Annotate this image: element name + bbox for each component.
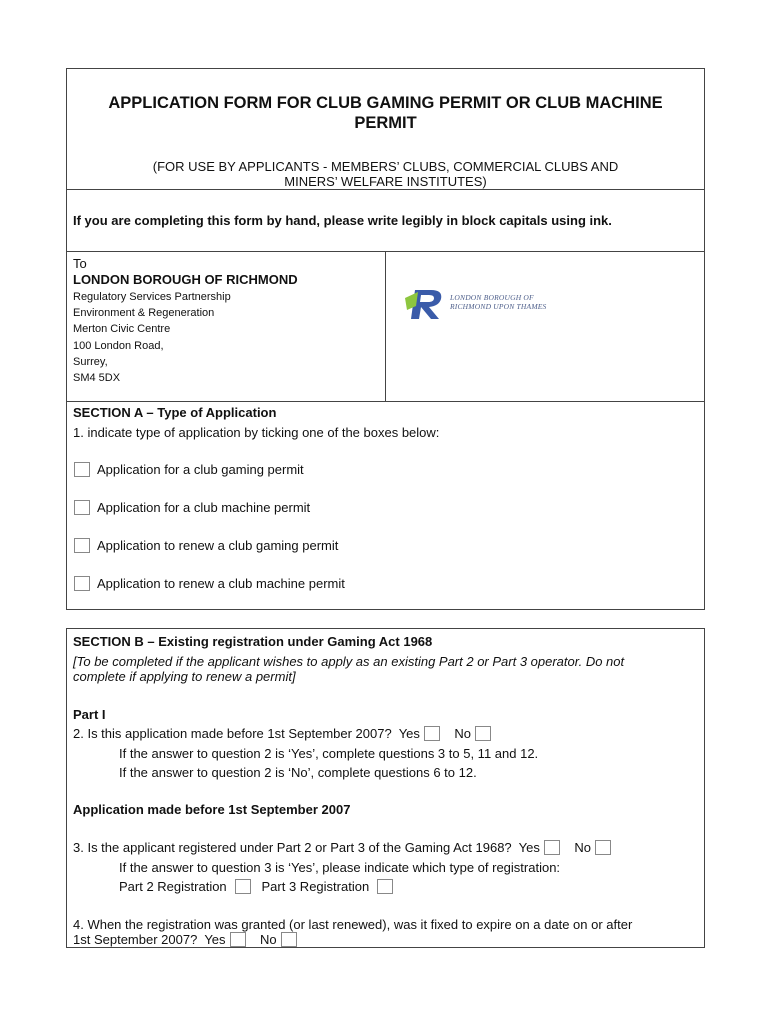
q3-no-checkbox[interactable] <box>595 840 611 855</box>
question-4-text: 1st September 2007? <box>73 932 198 947</box>
option-checkbox[interactable] <box>74 538 90 553</box>
option-checkbox[interactable] <box>74 462 90 477</box>
part2-label: Part 2 Registration <box>119 879 227 894</box>
part3-label: Part 3 Registration <box>261 879 370 894</box>
no-label: No <box>259 932 277 947</box>
address-to: To <box>73 256 87 271</box>
part3-checkbox[interactable] <box>377 879 393 894</box>
section-b-box <box>66 628 705 948</box>
subheading: Application made before 1st September 2007 <box>73 802 351 817</box>
form-subtitle: (FOR USE BY APPLICANTS - MEMBERS’ CLUBS, COMMERCIAL CLUBS AND MINERS’ WELFARE INSTITUTES) <box>152 159 619 189</box>
part-heading: Part I <box>73 707 106 722</box>
address-line: Surrey, <box>73 356 108 368</box>
q2-yes-checkbox[interactable] <box>424 726 440 741</box>
section-b-heading: SECTION B – Existing registration under Gaming Act 1968 <box>73 634 433 649</box>
address-line: 100 London Road, <box>73 340 164 352</box>
richmond-logo-mark-icon <box>405 286 449 322</box>
option-checkbox[interactable] <box>74 500 90 515</box>
address-line: Environment & Regeneration <box>73 307 215 319</box>
yes-label: Yes <box>204 932 226 947</box>
option-label: Application to renew a club machine permit <box>97 576 345 591</box>
option-checkbox[interactable] <box>74 576 90 591</box>
address-org: LONDON BOROUGH OF RICHMOND <box>73 272 298 287</box>
address-line: SM4 5DX <box>73 372 121 384</box>
no-label: No <box>454 726 471 741</box>
q3-yes-checkbox[interactable] <box>544 840 560 855</box>
q3-if-yes: If the answer to question 3 is ‘Yes’, please indicate which type of registration: <box>119 860 561 875</box>
section-b-note: [To be completed if the applicant wishes to apply as an existing Part 2 or Part 3 operator. Do not <box>73 654 625 669</box>
logo-line1: LONDON BOROUGH OF <box>450 293 534 302</box>
address-line: Regulatory Services Partnership <box>73 291 231 303</box>
registration-type <box>119 879 393 894</box>
option-label: Application for a club machine permit <box>97 500 311 515</box>
part2-checkbox[interactable] <box>235 879 251 894</box>
instruction-text: If you are completing this form by hand, please write legibly in block capitals using ink. <box>73 213 612 228</box>
divider <box>67 401 704 402</box>
no-label: No <box>574 840 591 855</box>
question-3-text: 3. Is the applicant registered under Part 2 or Part 3 of the Gaming Act 1968? <box>73 840 512 855</box>
q4-no-checkbox[interactable] <box>281 932 297 947</box>
richmond-logo <box>405 286 565 322</box>
form-main-box <box>66 68 705 610</box>
q2-if-yes: If the answer to question 2 is ‘Yes’, complete questions 3 to 5, 11 and 12. <box>119 746 539 761</box>
q2-no-checkbox[interactable] <box>475 726 491 741</box>
question-2 <box>73 726 491 741</box>
section-b-note: complete if applying to renew a permit] <box>73 669 296 684</box>
section-a-heading: SECTION A – Type of Application <box>73 405 277 420</box>
yes-label: Yes <box>518 840 540 855</box>
question-2-text: 2. Is this application made before 1st September 2007? <box>73 726 392 741</box>
question-4 <box>73 932 297 947</box>
form-title: APPLICATION FORM FOR CLUB GAMING PERMIT OR CLUB MACHINE PERMIT <box>108 94 663 132</box>
logo-line2: RICHMOND UPON THAMES <box>450 302 547 311</box>
option-label: Application to renew a club gaming permit <box>97 538 339 553</box>
q4-yes-checkbox[interactable] <box>230 932 246 947</box>
q2-if-no: If the answer to question 2 is ‘No’, complete questions 6 to 12. <box>119 765 477 780</box>
option-label: Application for a club gaming permit <box>97 462 304 477</box>
yes-label: Yes <box>398 726 420 741</box>
section-a-question: 1. indicate type of application by ticking one of the boxes below: <box>73 425 440 440</box>
question-4-line1: 4. When the registration was granted (or last renewed), was it fixed to expire on a date on or after <box>73 917 633 932</box>
address-column-divider <box>385 251 386 401</box>
question-3 <box>73 840 611 855</box>
divider <box>67 189 704 190</box>
address-line: Merton Civic Centre <box>73 323 171 335</box>
